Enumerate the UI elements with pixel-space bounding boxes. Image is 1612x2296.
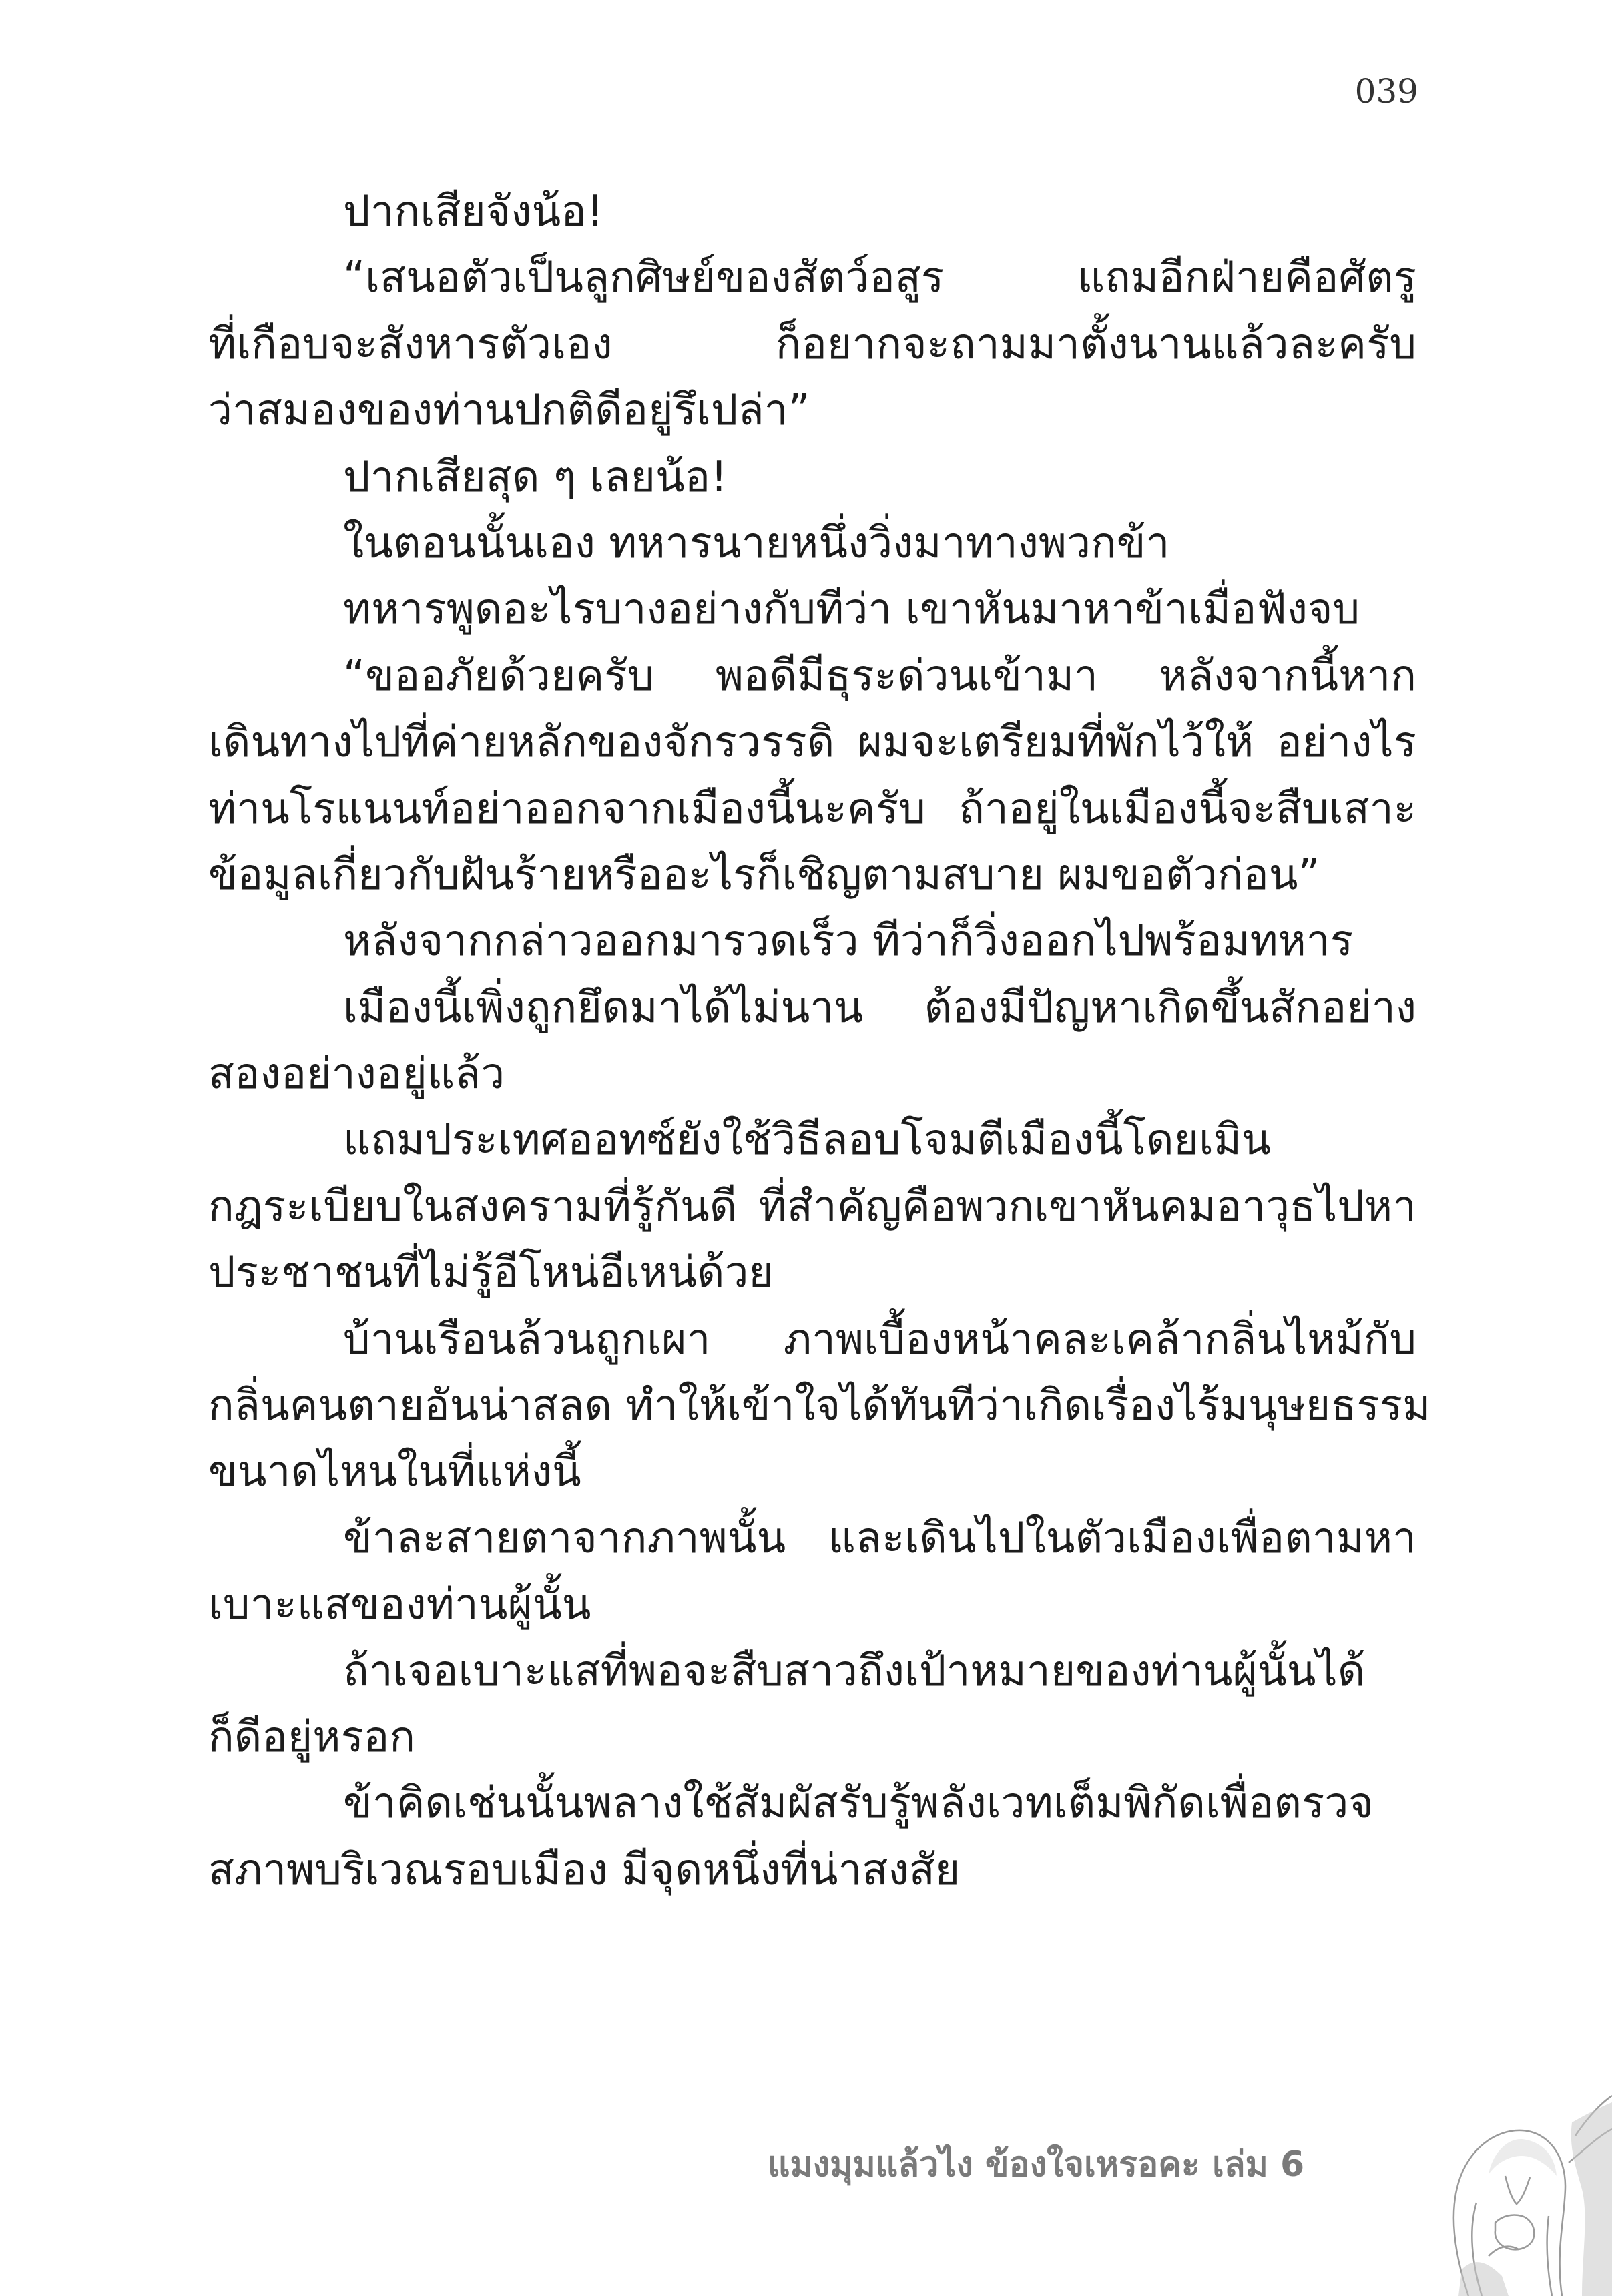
body-text bbox=[208, 179, 1431, 1904]
text-line: ปากเสียจังน้อ! bbox=[343, 187, 604, 236]
text-line: เบาะแสของท่านผู้นั้น bbox=[208, 1580, 591, 1630]
text-line: ประชาชนที่ไม่รู้อีโหน่อีเหน่ด้วย bbox=[208, 1248, 774, 1298]
text-line: แถมประเทศออทซ์ยังใช้วิธีลอบโจมตีเมืองนี้โดยเมิน bbox=[343, 1115, 1271, 1165]
text-line: ว่าสมองของท่านปกติดีอยู่รึเปล่า” bbox=[208, 386, 810, 436]
text-line: หลังจากกล่าวออกมารวดเร็ว ทีว่าก็วิ่งออกไปพร้อมทหาร bbox=[343, 916, 1354, 966]
text-line: ข้อมูลเกี่ยวกับฝันร้ายหรืออะไรก็เชิญตามสบาย ผมขอตัวก่อน” bbox=[208, 850, 1320, 900]
text-line: ปากเสียสุด ๆ เลยน้อ! bbox=[343, 452, 728, 502]
page-number: 039 bbox=[1354, 72, 1418, 111]
text-line: ก็ดีอยู่หรอก bbox=[208, 1712, 415, 1762]
text-line: กลิ่นคนตายอันน่าสลด ทำให้เข้าใจได้ทันทีว่าเกิดเรื่องไร้มนุษยธรรม bbox=[208, 1381, 1431, 1431]
text-line: ถ้าเจอเบาะแสที่พอจะสืบสาวถึงเป้าหมายของท่านผู้นั้นได้ bbox=[343, 1646, 1366, 1696]
text-line: “เสนอตัวเป็นลูกศิษย์ของสัตว์อสูร แถมอีกฝ่ายคือศัตรู bbox=[343, 253, 1416, 303]
text-line: บ้านเรือนล้วนถูกเผา ภาพเบื้องหน้าคละเคล้ากลิ่นไหม้กับ bbox=[343, 1314, 1416, 1364]
text-line: ที่เกือบจะสังหารตัวเอง ก็อยากจะถามมาตั้งนานแล้วละครับ bbox=[208, 319, 1416, 369]
text-line: สภาพบริเวณรอบเมือง มีจุดหนึ่งที่น่าสงสัย bbox=[208, 1845, 961, 1895]
character-illustration bbox=[1268, 2056, 1612, 2296]
text-line: “ขออภัยด้วยครับ พอดีมีธุระด่วนเข้ามา หลังจากนี้หาก bbox=[343, 651, 1416, 701]
text-line: เดินทางไปที่ค่ายหลักของจักรวรรดิ ผมจะเตรียมที่พักไว้ให้ อย่างไร bbox=[208, 718, 1416, 768]
book-title-footer: แมงมุมแล้วไง ข้องใจเหรอคะ เล่ม 6 bbox=[768, 2144, 1305, 2185]
text-line: ทหารพูดอะไรบางอย่างกับทีว่า เขาหันมาหาข้าเมื่อฟังจบ bbox=[343, 585, 1360, 635]
text-line: สองอย่างอยู่แล้ว bbox=[208, 1049, 505, 1099]
text-line: เมืองนี้เพิ่งถูกยึดมาได้ไม่นาน ต้องมีปัญหาเกิดขึ้นสักอย่าง bbox=[343, 982, 1416, 1033]
text-line: ขนาดไหนในที่แห่งนี้ bbox=[208, 1447, 581, 1497]
text-line: ท่านโรแนนท์อย่าออกจากเมืองนี้นะครับ ถ้าอยู่ในเมืองนี้จะสืบเสาะ bbox=[208, 784, 1416, 834]
text-line: กฎระเบียบในสงครามที่รู้กันดี ที่สำคัญคือพวกเขาหันคมอาวุธไปหา bbox=[208, 1181, 1416, 1231]
text-line: ข้าคิดเช่นนั้นพลางใช้สัมผัสรับรู้พลังเวทเต็มพิกัดเพื่อตรวจ bbox=[343, 1779, 1374, 1829]
text-line: ในตอนนั้นเอง ทหารนายหนึ่งวิ่งมาทางพวกข้า bbox=[343, 518, 1170, 568]
text-line: ข้าละสายตาจากภาพนั้น และเดินไปในตัวเมืองเพื่อตามหา bbox=[343, 1513, 1416, 1563]
